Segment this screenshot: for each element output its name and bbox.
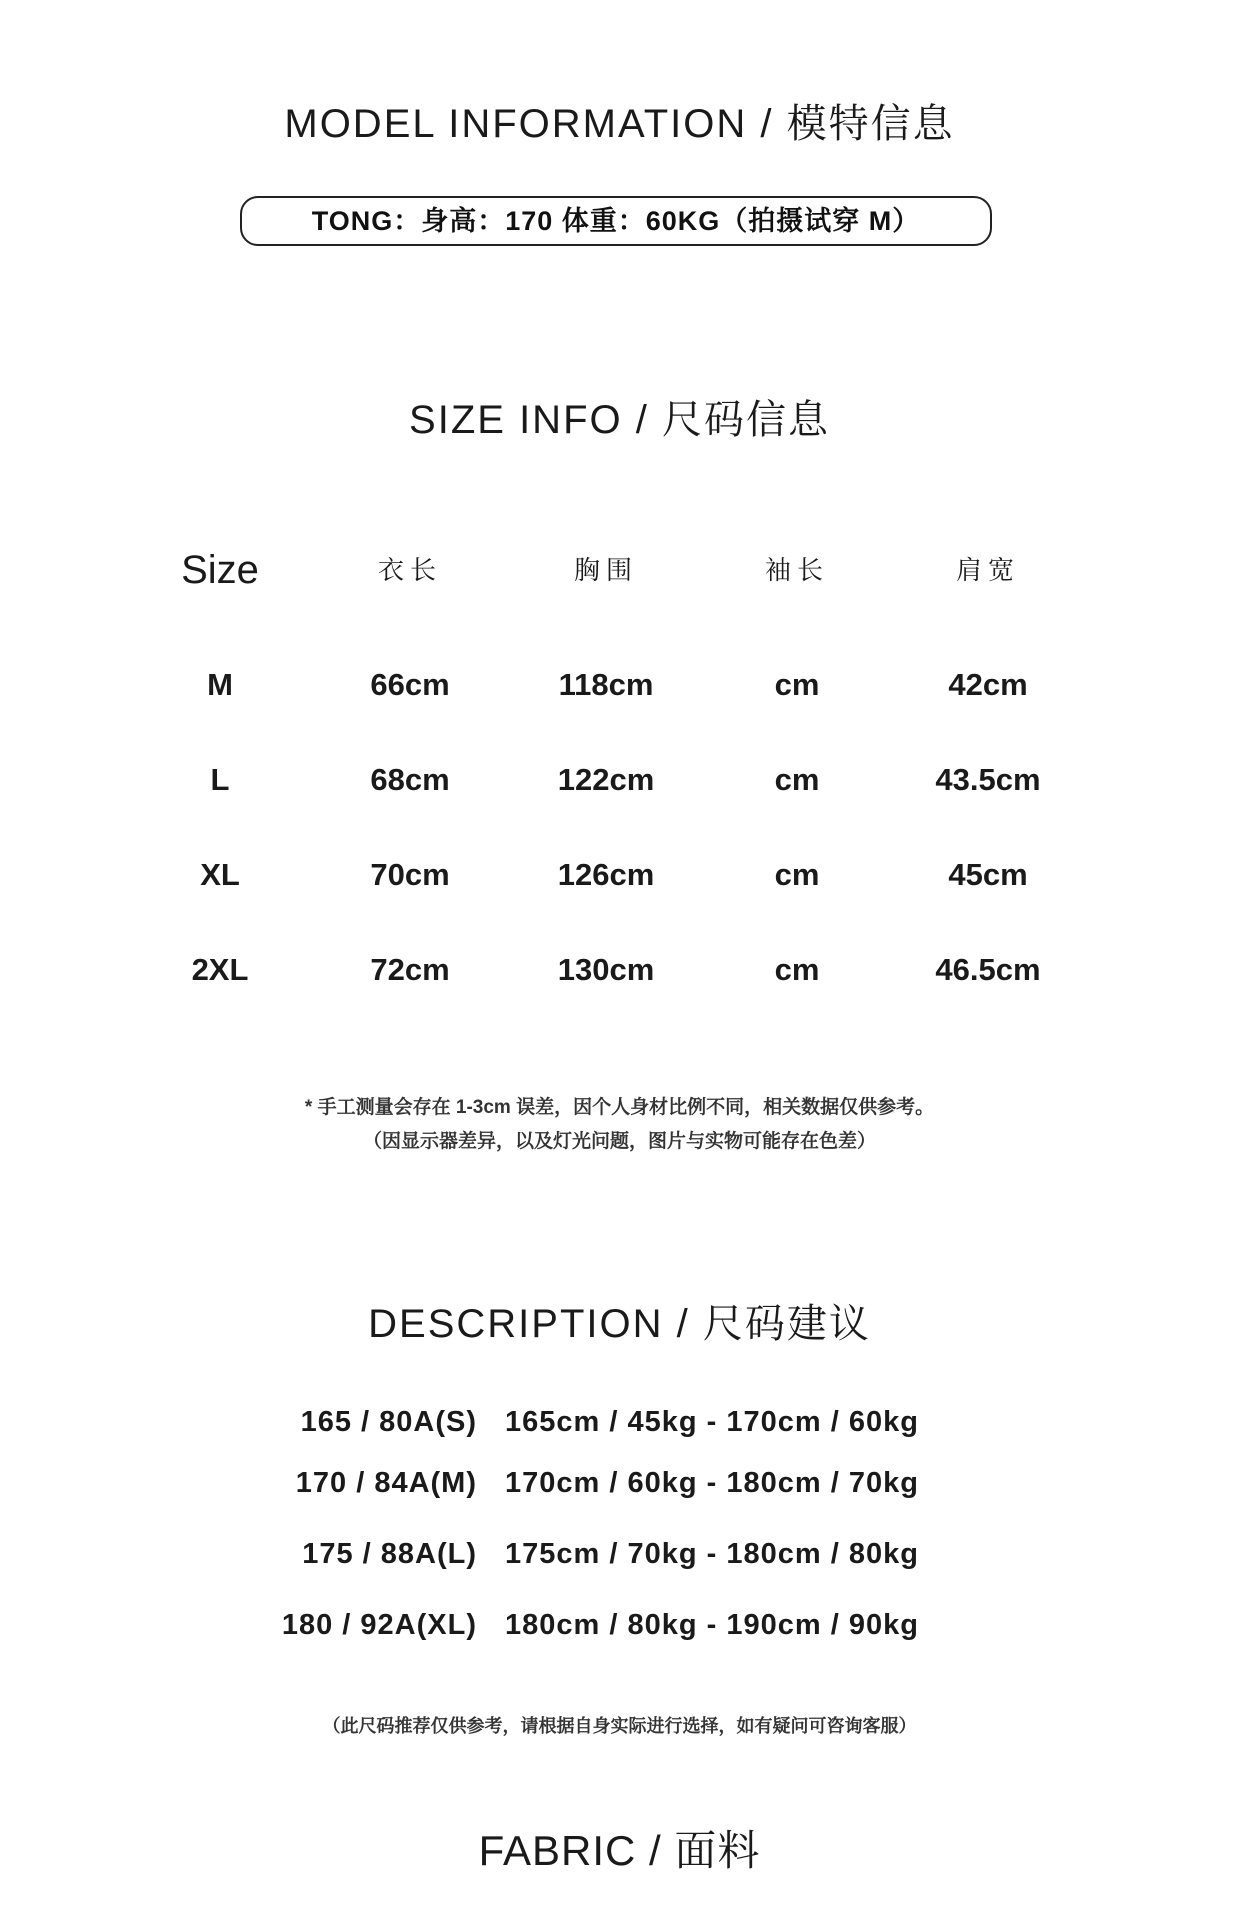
sleeve-cell: cm [774, 857, 820, 892]
size-cell: L [210, 762, 230, 797]
size-range: 165cm / 45kg - 170cm / 60kg [505, 1406, 919, 1438]
size-range: 175cm / 70kg - 180cm / 80kg [505, 1538, 919, 1570]
size-code: 175 / 88A(L) [302, 1538, 477, 1570]
recommendation-note: （此尺码推荐仅供参考，请根据自身实际进行选择，如有疑问可咨询客服） [322, 1716, 917, 1736]
chest-cell: 122cm [557, 762, 655, 797]
table-row [120, 655, 1120, 715]
model-info-badge: TONG：身高：170 体重：60KG（拍摄试穿 M） [240, 196, 992, 246]
sleeve-cell: cm [774, 667, 820, 702]
sleeve-cell: cm [774, 952, 820, 987]
list-item [0, 1603, 1239, 1647]
size-cell: M [207, 667, 233, 702]
chest-cell: 130cm [557, 952, 655, 987]
color-difference-note: （因显示器差异，以及灯光问题，图片与实物可能存在色差） [362, 1131, 876, 1152]
chest-cell: 118cm [558, 667, 654, 702]
size-cell: XL [200, 857, 240, 892]
size-code: 180 / 92A(XL) [281, 1609, 477, 1641]
table-row [120, 845, 1120, 905]
header-sleeve: 袖长 [764, 555, 829, 585]
model-information-title: MODEL INFORMATION / 模特信息 [284, 102, 955, 146]
header-length: 衣长 [377, 555, 442, 585]
length-cell: 66cm [370, 667, 450, 702]
header-size: Size [181, 548, 259, 592]
shoulder-cell: 45cm [948, 857, 1028, 892]
list-item [0, 1400, 1239, 1444]
size-range: 180cm / 80kg - 190cm / 90kg [505, 1609, 919, 1641]
length-cell: 68cm [370, 762, 450, 797]
size-info-title: SIZE INFO / 尺码信息 [409, 398, 830, 442]
length-cell: 72cm [370, 952, 450, 987]
list-item [0, 1461, 1239, 1505]
shoulder-cell: 46.5cm [935, 952, 1041, 987]
shoulder-cell: 43.5cm [935, 762, 1041, 797]
list-item [0, 1532, 1239, 1576]
size-code: 165 / 80A(S) [300, 1406, 477, 1438]
shoulder-cell: 42cm [948, 667, 1028, 702]
size-cell: 2XL [191, 952, 249, 987]
description-title: DESCRIPTION / 尺码建议 [368, 1302, 871, 1346]
table-row [120, 750, 1120, 810]
sleeve-cell: cm [774, 762, 820, 797]
measurement-note: * 手工测量会存在 1-3cm 误差，因个人身材比例不同，相关数据仅供参考。 [304, 1097, 935, 1118]
fabric-title: FABRIC / 面料 [478, 1827, 761, 1874]
size-range: 170cm / 60kg - 180cm / 70kg [505, 1467, 919, 1499]
header-chest: 胸围 [573, 555, 638, 585]
size-table-header [120, 540, 1120, 600]
header-shoulder: 肩宽 [955, 555, 1020, 585]
length-cell: 70cm [370, 857, 450, 892]
size-code: 170 / 84A(M) [295, 1467, 477, 1499]
chest-cell: 126cm [557, 857, 655, 892]
table-row [120, 940, 1120, 1000]
